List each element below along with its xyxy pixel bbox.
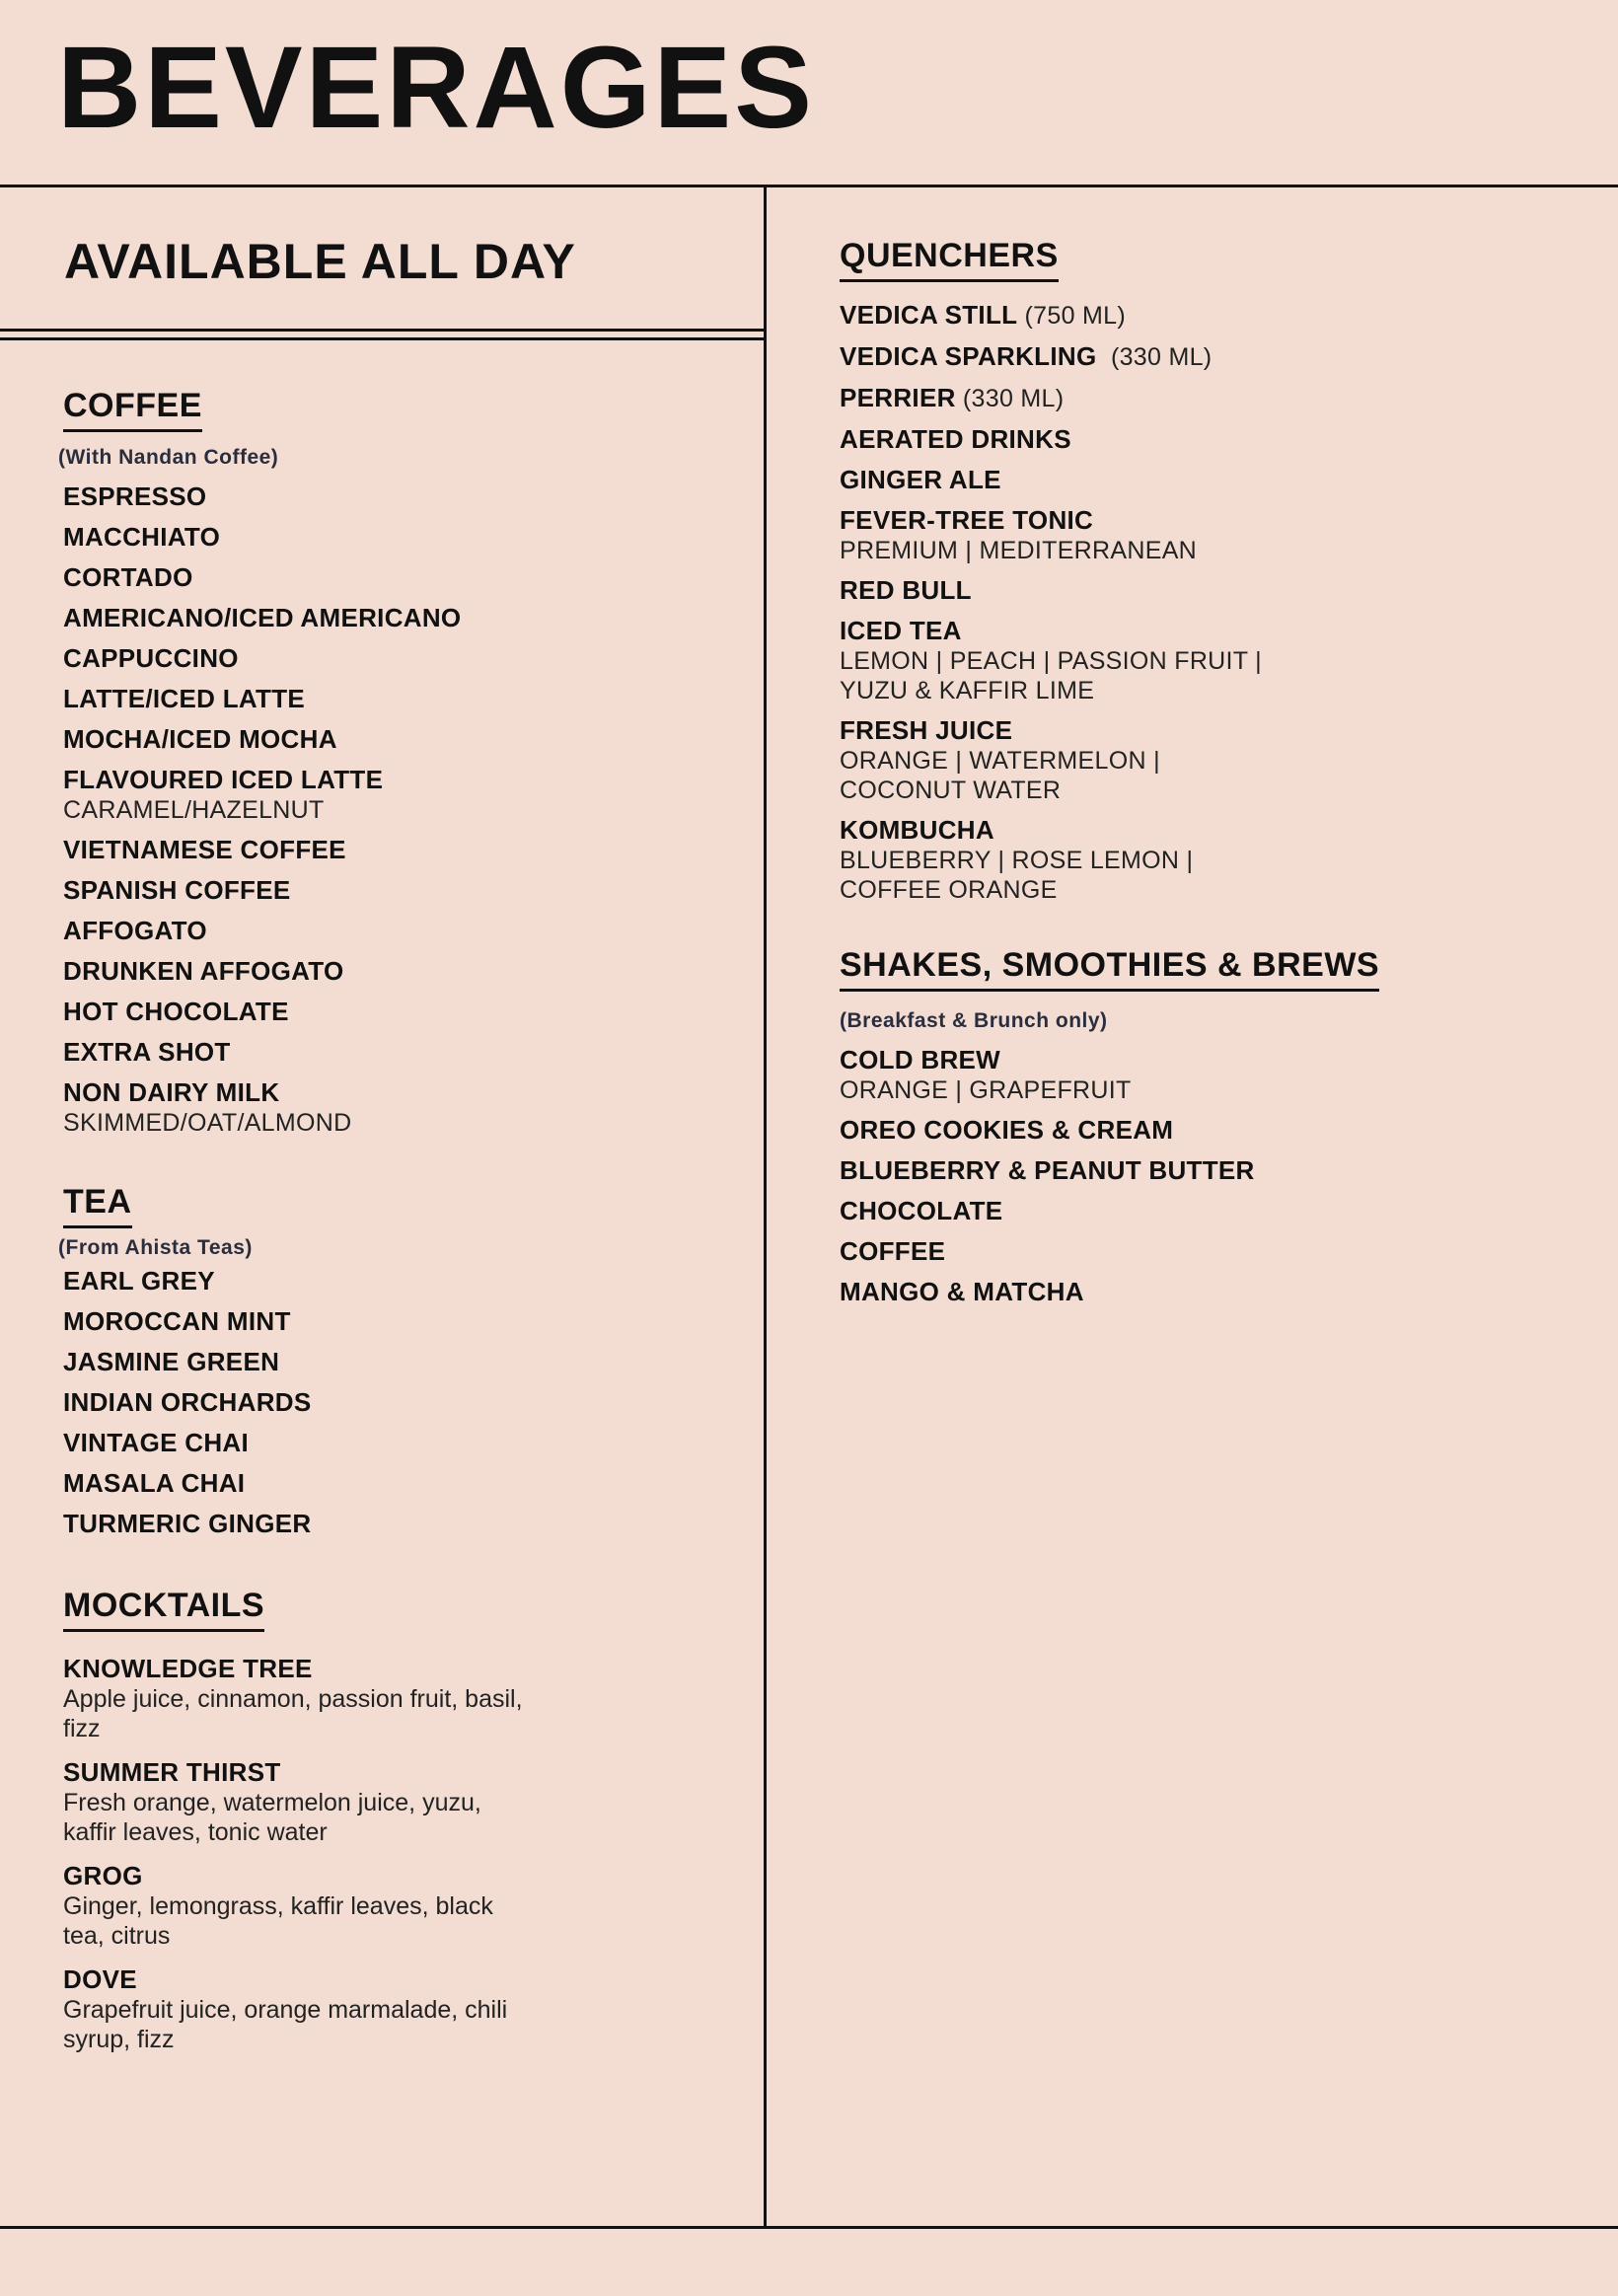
item-name: NON DAIRY MILK: [63, 1077, 280, 1108]
divider-bottom: [0, 2226, 1618, 2229]
shakes-title: SHAKES, SMOOTHIES & BREWS: [840, 946, 1379, 992]
menu-item: [840, 715, 1589, 805]
item-name: EXTRA SHOT: [63, 1037, 231, 1068]
menu-item: [840, 616, 1589, 705]
tea-title: TEA: [63, 1183, 132, 1228]
coffee-title: COFFEE: [63, 387, 202, 432]
item-options: ORANGE | WATERMELON | COCONUT WATER: [840, 747, 1160, 805]
quenchers-section: [840, 237, 1589, 905]
item-options: PREMIUM | MEDITERRANEAN: [840, 537, 1198, 565]
menu-item: [63, 835, 734, 865]
menu-item: [840, 575, 1589, 606]
menu-item: [63, 1077, 734, 1138]
tea-section: [58, 1183, 734, 1539]
divider-top: [0, 185, 1618, 187]
item-name: MOCHA/ICED MOCHA: [63, 724, 337, 755]
menu-item: [63, 1428, 734, 1458]
menu-item: [63, 724, 734, 755]
item-name: VINTAGE CHAI: [63, 1428, 250, 1458]
item-line: [840, 300, 1126, 330]
menu-item: [63, 1468, 734, 1499]
item-name: SUMMER THIRST: [63, 1757, 281, 1788]
mocktails-section: [63, 1587, 734, 2054]
tea-list: [63, 1266, 734, 1539]
menu-item: [63, 1757, 734, 1847]
item-name: DOVE: [63, 1964, 137, 1995]
menu-item: [840, 1277, 1589, 1307]
item-name: COLD BREW: [840, 1045, 1001, 1075]
item-description: Ginger, lemongrass, kaffir leaves, black tea, citrus: [63, 1892, 493, 1951]
item-name: SPANISH COFFEE: [63, 875, 291, 906]
item-options: ORANGE | GRAPEFRUIT: [840, 1076, 1132, 1105]
item-line: [840, 341, 1212, 371]
item-name: DRUNKEN AFFOGATO: [63, 956, 344, 987]
item-name: JASMINE GREEN: [63, 1347, 280, 1377]
item-name: MANGO & MATCHA: [840, 1277, 1084, 1307]
item-name: CORTADO: [63, 562, 193, 593]
item-name: AMERICANO/ICED AMERICANO: [63, 603, 462, 633]
item-name: MACCHIATO: [63, 522, 221, 553]
coffee-list: [63, 481, 734, 1138]
mocktail-list: [63, 1654, 734, 2054]
item-name: VEDICA STILL: [840, 300, 1018, 331]
page-title: BEVERAGES: [57, 23, 815, 153]
menu-item: [840, 505, 1589, 565]
menu-item: [63, 765, 734, 825]
shakes-note: (Breakfast & Brunch only): [840, 1009, 1108, 1033]
item-name: VIETNAMESE COFFEE: [63, 835, 346, 865]
item-name: CHOCOLATE: [840, 1196, 1003, 1226]
item-volume: (750 ML): [1017, 302, 1126, 331]
item-description: Apple juice, cinnamon, passion fruit, basil, fizz: [63, 1685, 523, 1743]
menu-item: [63, 643, 734, 674]
item-options: SKIMMED/OAT/ALMOND: [63, 1109, 352, 1138]
item-name: COFFEE: [840, 1236, 946, 1267]
divider-left-1: [0, 329, 766, 332]
menu-item: [63, 1037, 734, 1068]
menu-item: [63, 684, 734, 714]
item-name: GROG: [63, 1861, 143, 1891]
menu-item: [840, 300, 1589, 332]
item-options: BLUEBERRY | ROSE LEMON | COFFEE ORANGE: [840, 847, 1194, 905]
item-description: Fresh orange, watermelon juice, yuzu, kaffir leaves, tonic water: [63, 1789, 481, 1847]
menu-item: [63, 916, 734, 946]
coffee-note: (With Nandan Coffee): [58, 446, 279, 470]
item-name: RED BULL: [840, 575, 972, 606]
menu-item: [63, 562, 734, 593]
menu-item: [63, 1266, 734, 1296]
mocktails-title: MOCKTAILS: [63, 1587, 264, 1632]
menu-item: [840, 1045, 1589, 1105]
item-name: ESPRESSO: [63, 481, 207, 512]
item-name: FEVER-TREE TONIC: [840, 505, 1094, 536]
item-name: AERATED DRINKS: [840, 424, 1071, 455]
shake-list: [840, 1045, 1589, 1307]
menu-item: [840, 383, 1589, 414]
item-name: FRESH JUICE: [840, 715, 1013, 746]
menu-item: [63, 1861, 734, 1951]
menu-item: [63, 1509, 734, 1539]
item-name: PERRIER: [840, 383, 956, 413]
quenchers-title: QUENCHERS: [840, 237, 1059, 282]
quencher-list: [840, 300, 1589, 905]
menu-item: [63, 1654, 734, 1743]
item-name: CAPPUCCINO: [63, 643, 239, 674]
item-name: KNOWLEDGE TREE: [63, 1654, 313, 1684]
menu-item: [63, 1306, 734, 1337]
menu-item: [63, 956, 734, 987]
item-name: MASALA CHAI: [63, 1468, 246, 1499]
item-line: [840, 383, 1064, 412]
item-options: LEMON | PEACH | PASSION FRUIT | YUZU & KAFFIR LIME: [840, 647, 1262, 705]
menu-item: [840, 1115, 1589, 1146]
item-name: VEDICA SPARKLING: [840, 341, 1097, 372]
menu-item: [840, 465, 1589, 495]
available-all-day-heading: AVAILABLE ALL DAY: [64, 234, 576, 289]
left-column: [58, 387, 734, 2110]
item-name: EARL GREY: [63, 1266, 215, 1296]
menu-item: [840, 1155, 1589, 1186]
right-column: [840, 237, 1589, 1363]
item-name: AFFOGATO: [63, 916, 207, 946]
shakes-section: [840, 946, 1589, 1307]
tea-note: (From Ahista Teas): [58, 1236, 253, 1260]
item-name: HOT CHOCOLATE: [63, 997, 289, 1027]
menu-item: [840, 424, 1589, 455]
item-volume: (330 ML): [1096, 343, 1213, 372]
menu-item: [63, 1964, 734, 2054]
divider-vertical: [764, 185, 767, 2229]
item-volume: (330 ML): [955, 385, 1065, 413]
divider-left-2: [0, 337, 766, 340]
menu-item: [63, 997, 734, 1027]
menu-item: [840, 1236, 1589, 1267]
item-name: INDIAN ORCHARDS: [63, 1387, 312, 1418]
menu-item: [63, 1347, 734, 1377]
item-name: MOROCCAN MINT: [63, 1306, 291, 1337]
item-name: ICED TEA: [840, 616, 962, 646]
item-name: BLUEBERRY & PEANUT BUTTER: [840, 1155, 1255, 1186]
item-name: LATTE/ICED LATTE: [63, 684, 306, 714]
menu-item: [840, 815, 1589, 905]
item-name: FLAVOURED ICED LATTE: [63, 765, 384, 795]
item-description: Grapefruit juice, orange marmalade, chili syrup, fizz: [63, 1996, 508, 2054]
menu-item: [63, 1387, 734, 1418]
coffee-section: [58, 387, 734, 1138]
menu-item: [63, 603, 734, 633]
item-name: GINGER ALE: [840, 465, 1001, 495]
item-name: TURMERIC GINGER: [63, 1509, 312, 1539]
item-options: CARAMEL/HAZELNUT: [63, 796, 325, 825]
menu-item: [840, 341, 1589, 373]
menu-item: [63, 875, 734, 906]
item-name: KOMBUCHA: [840, 815, 994, 846]
menu-item: [840, 1196, 1589, 1226]
menu-item: [63, 522, 734, 553]
menu-item: [63, 481, 734, 512]
item-name: OREO COOKIES & CREAM: [840, 1115, 1174, 1146]
